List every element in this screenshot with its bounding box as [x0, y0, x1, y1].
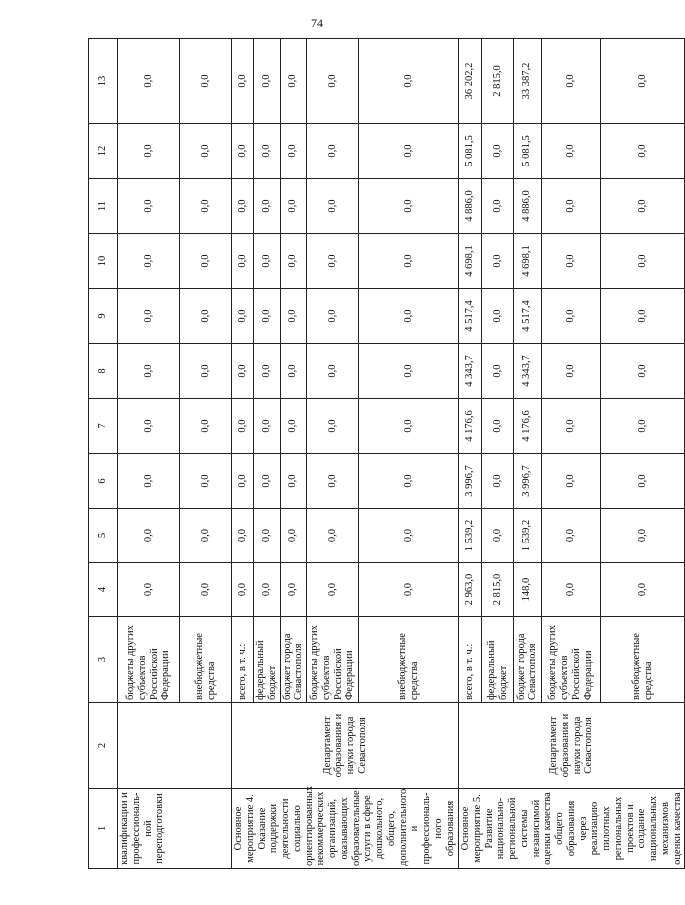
column-header: 1	[89, 789, 118, 869]
value-cell: 4 886,0	[513, 179, 541, 234]
value-cell: 0,0	[232, 454, 254, 509]
value-cell: 0,0	[180, 234, 232, 289]
activity-name-cell: Основное мероприятие 5. Развитие национально-региональной системы независимой оценки качества общего образования через реализацию пилотных региональных проектов и создание национальных механизмов оценки качества	[459, 789, 685, 869]
value-cell: 0,0	[307, 39, 359, 124]
value-cell: 148,0	[513, 563, 541, 617]
column-header: 10	[89, 234, 118, 289]
value-cell: 4 517,4	[513, 289, 541, 344]
funding-source-cell: федеральный бюджет	[482, 617, 514, 703]
value-cell: 4 698,1	[459, 234, 482, 289]
column-header: 3	[89, 617, 118, 703]
value-cell: 0,0	[118, 344, 180, 399]
header-row	[89, 39, 118, 869]
column-header: 12	[89, 124, 118, 179]
value-cell: 0,0	[600, 39, 684, 124]
value-cell: 0,0	[359, 179, 459, 234]
value-cell: 0,0	[118, 234, 180, 289]
value-cell: 0,0	[232, 399, 254, 454]
value-cell: 0,0	[482, 454, 514, 509]
value-cell: 0,0	[180, 509, 232, 563]
value-cell: 5 081,5	[513, 124, 541, 179]
value-cell: 0,0	[600, 454, 684, 509]
column-header: 7	[89, 399, 118, 454]
value-cell: 0,0	[254, 39, 281, 124]
value-cell: 3 996,7	[513, 454, 541, 509]
value-cell: 0,0	[280, 399, 307, 454]
page-number: 74	[311, 16, 323, 30]
value-cell: 0,0	[280, 124, 307, 179]
responsible-executor-cell: Департамент образования и науки города Севастополя	[232, 703, 459, 789]
value-cell: 1 539,2	[513, 509, 541, 563]
funding-source-cell: всего, в т. ч.:	[232, 617, 254, 703]
value-cell: 0,0	[359, 39, 459, 124]
value-cell: 4 343,7	[513, 344, 541, 399]
value-cell: 0,0	[359, 289, 459, 344]
value-cell: 0,0	[232, 563, 254, 617]
value-cell: 4 176,6	[459, 399, 482, 454]
value-cell: 0,0	[482, 124, 514, 179]
activity-name-cell: Основное мероприятие 4. Оказание поддержки деятельности социально ориентированных некоммерческих организаций, оказывающих образовательные услуги в сфере дошкольного, общего, дополнительного и профессиональ-ного образования	[232, 789, 459, 869]
funding-source-cell: бюджеты других субъектов Российской Федерации	[541, 617, 600, 703]
value-cell: 0,0	[359, 509, 459, 563]
funding-source-cell: бюджеты других субъектов Российской Федерации	[118, 617, 180, 703]
table-container	[88, 39, 683, 869]
value-cell: 0,0	[307, 454, 359, 509]
value-cell: 4 343,7	[459, 344, 482, 399]
value-cell: 0,0	[280, 509, 307, 563]
funding-source-cell: внебюджетные средства	[180, 617, 232, 703]
value-cell: 0,0	[359, 234, 459, 289]
value-cell: 0,0	[482, 399, 514, 454]
value-cell: 0,0	[180, 454, 232, 509]
value-cell: 0,0	[600, 344, 684, 399]
value-cell: 0,0	[232, 124, 254, 179]
value-cell: 0,0	[254, 563, 281, 617]
value-cell: 0,0	[541, 344, 600, 399]
funding-source-cell: всего, в т. ч.:	[459, 617, 482, 703]
value-cell: 0,0	[541, 179, 600, 234]
value-cell: 0,0	[254, 399, 281, 454]
value-cell: 0,0	[307, 179, 359, 234]
value-cell: 2 815,0	[482, 563, 514, 617]
value-cell: 0,0	[541, 399, 600, 454]
responsible-executor-cell	[118, 703, 232, 789]
value-cell: 0,0	[118, 563, 180, 617]
value-cell: 0,0	[541, 124, 600, 179]
value-cell: 0,0	[232, 344, 254, 399]
responsible-executor-cell: Департамент образования и науки города Севастополя	[459, 703, 685, 789]
value-cell: 0,0	[307, 509, 359, 563]
value-cell: 5 081,5	[459, 124, 482, 179]
table-frame	[88, 39, 683, 869]
value-cell: 0,0	[280, 39, 307, 124]
value-cell: 0,0	[600, 179, 684, 234]
value-cell: 0,0	[118, 124, 180, 179]
value-cell: 0,0	[280, 454, 307, 509]
value-cell: 4 517,4	[459, 289, 482, 344]
value-cell: 0,0	[482, 234, 514, 289]
value-cell: 0,0	[118, 289, 180, 344]
column-header: 8	[89, 344, 118, 399]
value-cell: 0,0	[180, 344, 232, 399]
value-cell: 0,0	[180, 399, 232, 454]
value-cell: 0,0	[232, 179, 254, 234]
value-cell: 0,0	[118, 454, 180, 509]
value-cell: 0,0	[254, 344, 281, 399]
value-cell: 0,0	[600, 509, 684, 563]
value-cell: 0,0	[232, 509, 254, 563]
value-cell: 0,0	[600, 124, 684, 179]
table-row	[118, 39, 180, 869]
value-cell: 0,0	[180, 124, 232, 179]
column-header: 4	[89, 563, 118, 617]
funding-source-cell: внебюджетные средства	[359, 617, 459, 703]
value-cell: 0,0	[280, 289, 307, 344]
value-cell: 3 996,7	[459, 454, 482, 509]
value-cell: 0,0	[180, 289, 232, 344]
value-cell: 0,0	[482, 344, 514, 399]
value-cell: 0,0	[118, 179, 180, 234]
value-cell: 0,0	[307, 399, 359, 454]
value-cell: 0,0	[359, 454, 459, 509]
value-cell: 2 963,0	[459, 563, 482, 617]
table-row	[232, 39, 254, 869]
funding-source-cell: федеральный бюджет	[254, 617, 281, 703]
value-cell: 0,0	[254, 509, 281, 563]
value-cell: 0,0	[541, 509, 600, 563]
value-cell: 0,0	[280, 179, 307, 234]
value-cell: 0,0	[307, 124, 359, 179]
value-cell: 0,0	[359, 563, 459, 617]
value-cell: 0,0	[180, 563, 232, 617]
value-cell: 0,0	[232, 39, 254, 124]
value-cell: 0,0	[280, 344, 307, 399]
value-cell: 0,0	[600, 399, 684, 454]
value-cell: 0,0	[541, 234, 600, 289]
activity-name-cell: квалификации и профессиональ-ной переподготовки	[118, 789, 232, 869]
value-cell: 0,0	[541, 563, 600, 617]
funding-source-cell: бюджеты других субъектов Российской Федерации	[307, 617, 359, 703]
column-header: 11	[89, 179, 118, 234]
value-cell: 0,0	[254, 124, 281, 179]
column-header: 9	[89, 289, 118, 344]
value-cell: 0,0	[482, 289, 514, 344]
value-cell: 0,0	[118, 399, 180, 454]
value-cell: 0,0	[307, 344, 359, 399]
column-header: 5	[89, 509, 118, 563]
funding-source-cell: бюджет города Севастополя	[280, 617, 307, 703]
value-cell: 2 815,0	[482, 39, 514, 124]
column-header: 2	[89, 703, 118, 789]
value-cell: 0,0	[254, 234, 281, 289]
value-cell: 36 202,2	[459, 39, 482, 124]
value-cell: 0,0	[541, 454, 600, 509]
value-cell: 0,0	[482, 179, 514, 234]
value-cell: 0,0	[541, 289, 600, 344]
value-cell: 4 886,0	[459, 179, 482, 234]
value-cell: 0,0	[600, 289, 684, 344]
value-cell: 0,0	[307, 234, 359, 289]
value-cell: 0,0	[280, 563, 307, 617]
value-cell: 0,0	[280, 234, 307, 289]
value-cell: 4 176,6	[513, 399, 541, 454]
value-cell: 0,0	[600, 563, 684, 617]
value-cell: 0,0	[254, 454, 281, 509]
value-cell: 0,0	[118, 39, 180, 124]
value-cell: 0,0	[232, 234, 254, 289]
value-cell: 0,0	[232, 289, 254, 344]
value-cell: 0,0	[180, 179, 232, 234]
value-cell: 0,0	[254, 289, 281, 344]
value-cell: 0,0	[307, 563, 359, 617]
value-cell: 0,0	[118, 509, 180, 563]
value-cell: 0,0	[359, 124, 459, 179]
financing-table	[88, 38, 685, 869]
value-cell: 1 539,2	[459, 509, 482, 563]
value-cell: 33 387,2	[513, 39, 541, 124]
value-cell: 4 698,1	[513, 234, 541, 289]
value-cell: 0,0	[180, 39, 232, 124]
value-cell: 0,0	[600, 234, 684, 289]
column-header: 6	[89, 454, 118, 509]
value-cell: 0,0	[359, 399, 459, 454]
value-cell: 0,0	[482, 509, 514, 563]
table-row	[459, 39, 482, 869]
value-cell: 0,0	[254, 179, 281, 234]
value-cell: 0,0	[359, 344, 459, 399]
value-cell: 0,0	[307, 289, 359, 344]
funding-source-cell: внебюджетные средства	[600, 617, 684, 703]
table-body	[118, 39, 685, 869]
funding-source-cell: бюджет города Севастополя	[513, 617, 541, 703]
value-cell: 0,0	[541, 39, 600, 124]
column-header: 13	[89, 39, 118, 124]
